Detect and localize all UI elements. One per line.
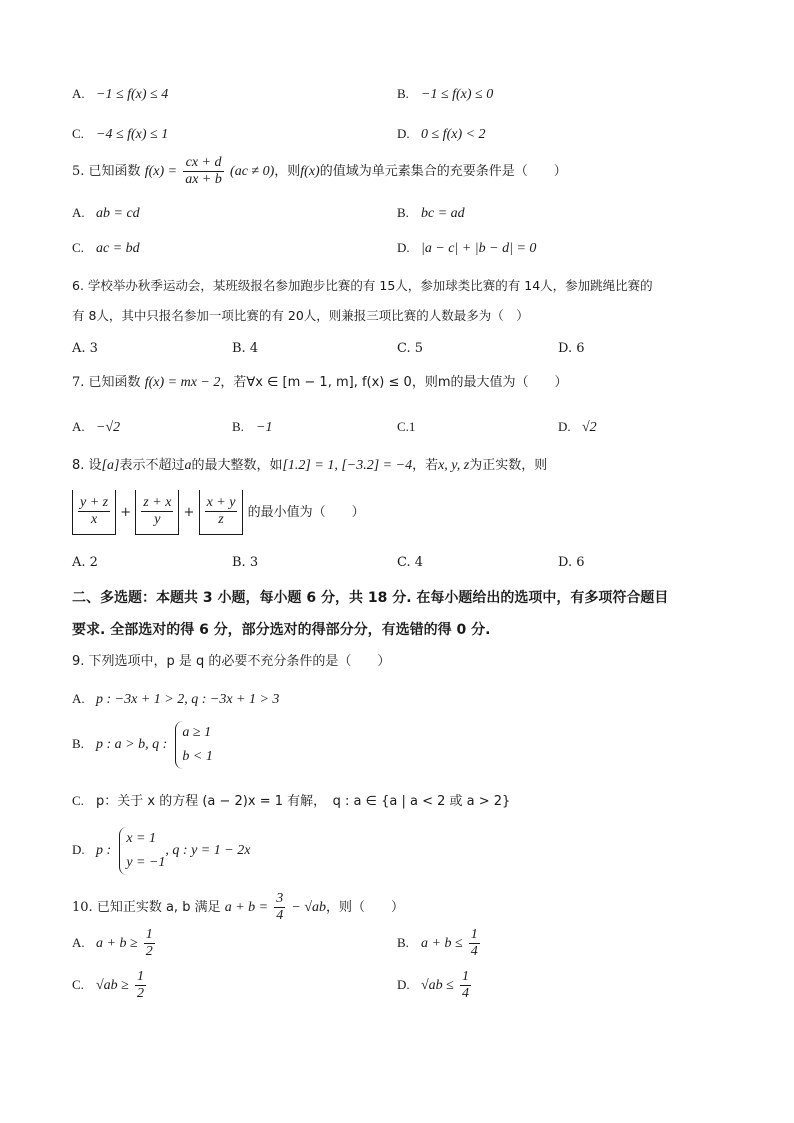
q9-option-a: A. p : −3x + 1 > 2, q : −3x + 1 > 3 bbox=[72, 691, 280, 707]
q9-b-system: a ≥ 1 b < 1 bbox=[175, 721, 212, 769]
q5-stem: 5. 已知函数 f(x) = $\frac{cx + d}{ax + b}$ (ac ≠ 0)，则f(x)的值域为单元素集合的充要条件是（ ） bbox=[72, 155, 567, 187]
q9-option-d: D. p : x = 1 y = −1 , q : y = 1 − 2x bbox=[72, 826, 250, 875]
q10-option-b: B. a + b ≤ $\frac{1}{4}$ bbox=[397, 927, 478, 959]
q8-floor-1: $\frac{y + z}{x}$ bbox=[72, 490, 116, 535]
q10-option-d: D. √ab ≤ $\frac{1}{4}$ bbox=[397, 969, 470, 1001]
q6-stem-line2: 有 8人，其中只报名参加一项比赛的有 20人，则兼报三项比赛的人数最多为（ ） bbox=[72, 308, 529, 323]
q8-option-c: C. 4 bbox=[397, 555, 424, 570]
q8-option-b: B. 3 bbox=[232, 555, 259, 570]
q7-option-d: D. √2 bbox=[558, 419, 597, 435]
section2-heading-line2: 要求. 全部选对的得 6 分，部分选对的得部分分，有选错的得 0 分. bbox=[72, 622, 491, 638]
q7-option-c: C.1 bbox=[397, 419, 416, 434]
q4-option-a: A. −1 ≤ f(x) ≤ 4 bbox=[72, 86, 169, 102]
q7-option-b: B. −1 bbox=[232, 419, 273, 435]
q5-option-c: C. ac = bd bbox=[72, 240, 140, 256]
q4-option-c: C. −4 ≤ f(x) ≤ 1 bbox=[72, 126, 169, 142]
q8-floor-3: $\frac{x + y}{z}$ bbox=[199, 490, 244, 535]
q9-option-c: C. p：关于 x 的方程 (a − 2)x = 1 有解， q : a ∈ {a | a < 2 或 a > 2} bbox=[72, 793, 511, 809]
q6-option-d: D. 6 bbox=[558, 341, 585, 356]
q6-option-b: B. 4 bbox=[232, 341, 259, 356]
q5-option-d: D. |a − c| + |b − d| = 0 bbox=[397, 240, 537, 256]
q7-stem: 7. 已知函数 f(x) = mx − 2，若∀x ∈ [m − 1, m], f(x) ≤ 0，则m的最大值为（ ） bbox=[72, 375, 568, 390]
q7-option-a: A. −√2 bbox=[72, 419, 121, 435]
section2-heading-line1: 二、多选题：本题共 3 小题，每小题 6 分，共 18 分. 在每小题给出的选项中，有多项符合题目 bbox=[72, 590, 669, 606]
q10-option-a: A. a + b ≥ $\frac{1}{2}$ bbox=[72, 927, 153, 959]
q4-option-d: D. 0 ≤ f(x) < 2 bbox=[397, 126, 486, 142]
q5-option-a: A. ab = cd bbox=[72, 205, 140, 221]
q4-option-b: B. −1 ≤ f(x) ≤ 0 bbox=[397, 86, 494, 102]
q10-option-c: C. √ab ≥ $\frac{1}{2}$ bbox=[72, 969, 145, 1001]
q6-option-a: A. 3 bbox=[72, 341, 98, 356]
q9-option-b: B. p : a > b, q : a ≥ 1 b < 1 bbox=[72, 720, 213, 769]
q10-stem: 10. 已知正实数 a, b 满足 a + b = $\frac{3}{4}$ − √ab，则（ ） bbox=[72, 891, 405, 923]
q9-stem: 9. 下列选项中，p 是 q 的必要不充分条件的是（ ） bbox=[72, 654, 391, 669]
q8-stem-line1: 8. 设[a]表示不超过a的最大整数，如[1.2] = 1, [−3.2] = −4，若x, y, z为正实数，则 bbox=[72, 458, 548, 473]
q8-floor-2: $\frac{z + x}{y}$ bbox=[135, 490, 179, 535]
q6-option-c: C. 5 bbox=[397, 341, 424, 356]
q8-option-a: A. 2 bbox=[72, 555, 98, 570]
q8-stem-line2: $\frac{y + z}{x}$ + $\frac{z + x}{y}$ + $\frac{x + y}{z}$ 的最小值为（ ） bbox=[72, 490, 732, 535]
q9-d-system: x = 1 y = −1 bbox=[119, 827, 165, 875]
q8-option-d: D. 6 bbox=[558, 555, 585, 570]
q5-option-b: B. bc = ad bbox=[397, 205, 465, 221]
q5-fraction: $\frac{cx + d}{ax + b}$ bbox=[185, 155, 222, 187]
q6-stem-line1: 6. 学校举办秋季运动会，某班级报名参加跑步比赛的有 15人，参加球类比赛的有 14人，参加跳绳比赛的 bbox=[72, 278, 653, 293]
